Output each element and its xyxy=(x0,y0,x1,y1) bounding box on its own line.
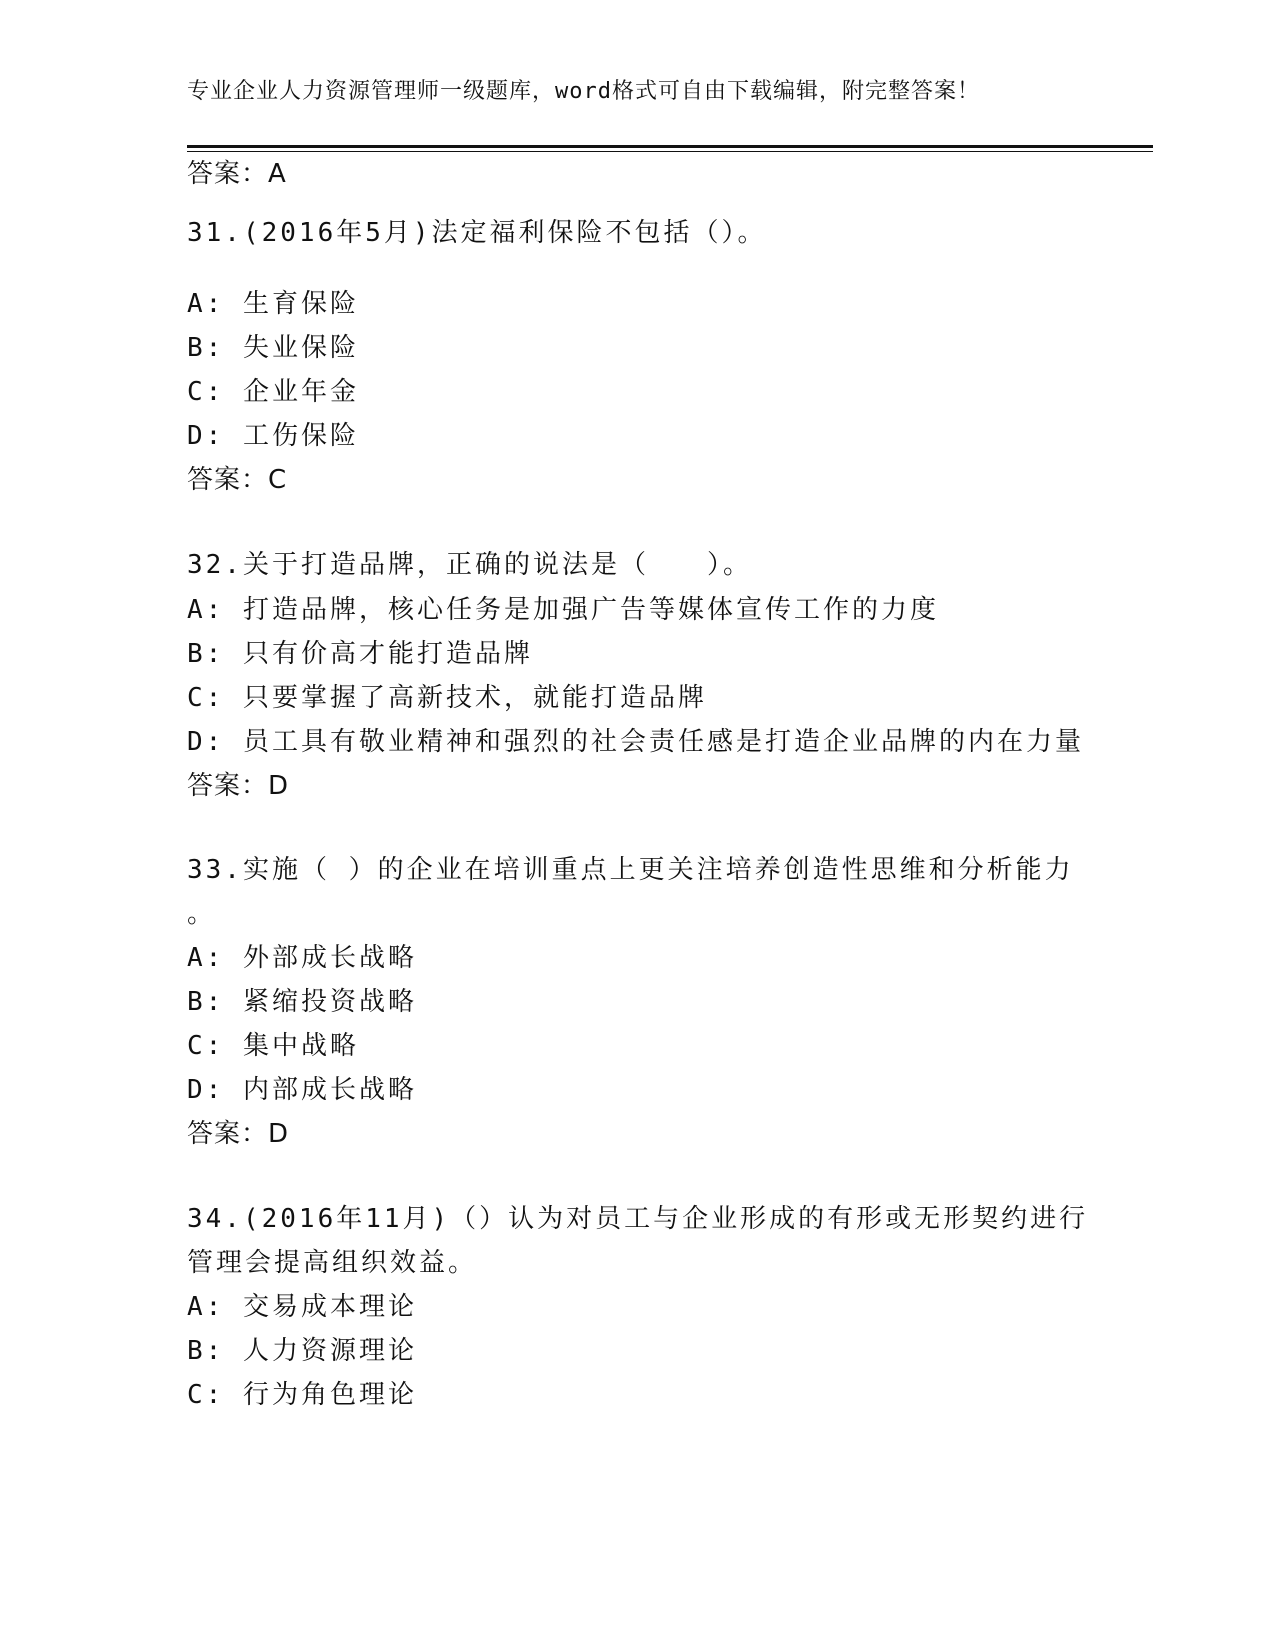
question-33-option-a: A: 外部成长战略 xyxy=(187,943,417,973)
question-31-option-c: C: 企业年金 xyxy=(187,377,359,407)
question-31-option-b: B: 失业保险 xyxy=(187,333,359,363)
question-34-option-b: B: 人力资源理论 xyxy=(187,1336,417,1366)
question-31-stem: 31.(2016年5月)法定福利保险不包括（）。 xyxy=(187,218,767,248)
question-31-answer: 答案：C xyxy=(187,465,288,495)
question-32-option-b: B: 只有价高才能打造品牌 xyxy=(187,639,533,669)
question-32-answer: 答案：D xyxy=(187,771,290,801)
question-32-option-d: D: 员工具有敬业精神和强烈的社会责任感是打造企业品牌的内在力量 xyxy=(187,727,1084,757)
header-rule-thick xyxy=(187,145,1153,148)
question-33-option-c: C: 集中战略 xyxy=(187,1031,359,1061)
answer-30: 答案：A xyxy=(187,159,287,189)
question-32-stem: 32.关于打造品牌，正确的说法是（ ）。 xyxy=(187,550,752,580)
question-33-stem-cont: 。 xyxy=(187,899,217,929)
question-34-option-c: C: 行为角色理论 xyxy=(187,1380,417,1410)
question-33-option-d: D: 内部成长战略 xyxy=(187,1075,417,1105)
question-32-option-c: C: 只要掌握了高新技术，就能打造品牌 xyxy=(187,683,707,713)
question-31-option-d: D: 工伤保险 xyxy=(187,421,359,451)
question-31-option-a: A: 生育保险 xyxy=(187,289,359,319)
question-34-option-a: A: 交易成本理论 xyxy=(187,1292,417,1322)
question-34-stem: 34.(2016年11月)（）认为对员工与企业形成的有形或无形契约进行 xyxy=(187,1204,1089,1234)
question-32-option-a: A: 打造品牌，核心任务是加强广告等媒体宣传工作的力度 xyxy=(187,595,939,625)
question-33-stem: 33.实施（ ）的企业在培训重点上更关注培养创造性思维和分析能力 xyxy=(187,855,1074,885)
question-33-answer: 答案：D xyxy=(187,1119,290,1149)
header-rule-thin xyxy=(187,151,1153,152)
question-33-option-b: B: 紧缩投资战略 xyxy=(187,987,417,1017)
question-34-stem-cont: 管理会提高组织效益。 xyxy=(187,1248,478,1278)
page-header: 专业企业人力资源管理师一级题库，word格式可自由下载编辑，附完整答案！ xyxy=(187,79,980,104)
